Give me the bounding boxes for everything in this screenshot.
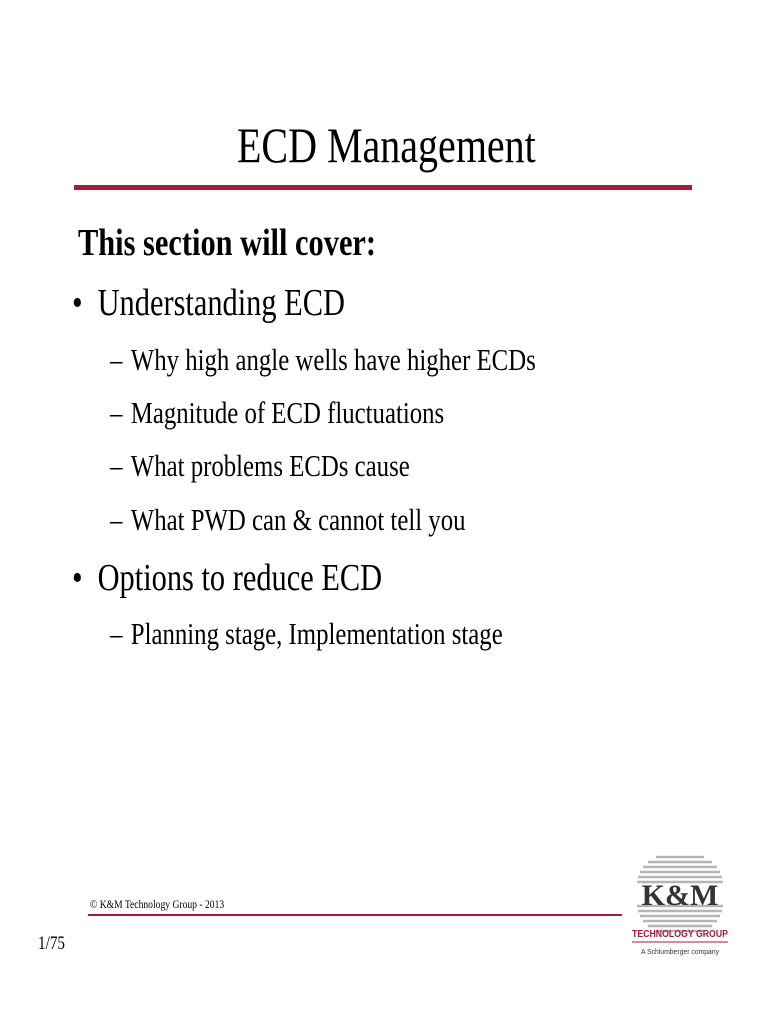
sub-item	[110, 446, 410, 486]
sub-item	[110, 500, 466, 540]
sub-item-text: Why high angle wells have higher ECDs	[130, 342, 536, 377]
logo-tagline: A Schlumberger company	[641, 949, 720, 956]
logo-mark: K&M	[641, 879, 719, 912]
title-divider	[74, 185, 692, 190]
footer-copyright: © K&M Technology Group - 2013	[90, 897, 225, 911]
dash-glyph: –	[110, 395, 123, 430]
sub-item	[110, 614, 503, 654]
page-number: 1/75	[38, 933, 66, 954]
slide-title: ECD Management	[236, 117, 536, 173]
bullet-text: Options to reduce ECD	[97, 557, 383, 599]
bullet-glyph: •	[72, 282, 83, 324]
dash-glyph: –	[110, 448, 123, 483]
sub-item-text: Magnitude of ECD fluctuations	[130, 395, 445, 430]
sub-item	[110, 340, 536, 380]
bullet-glyph: •	[72, 557, 83, 599]
logo-name: TECHNOLOGY GROUP	[632, 929, 729, 940]
dash-glyph: –	[110, 342, 123, 377]
section-heading: This section will cover:	[78, 222, 377, 264]
sub-item-text: What PWD can & cannot tell you	[130, 502, 466, 537]
bullet-text: Understanding ECD	[97, 282, 345, 324]
dash-glyph: –	[110, 502, 123, 537]
bullet-item	[72, 278, 345, 328]
bullet-item	[72, 553, 382, 603]
dash-glyph: –	[110, 616, 123, 651]
sub-item	[110, 393, 444, 433]
company-logo	[626, 850, 734, 962]
footer-divider	[88, 914, 622, 916]
sub-item-text: Planning stage, Implementation stage	[130, 616, 503, 651]
sub-item-text: What problems ECDs cause	[130, 448, 410, 483]
